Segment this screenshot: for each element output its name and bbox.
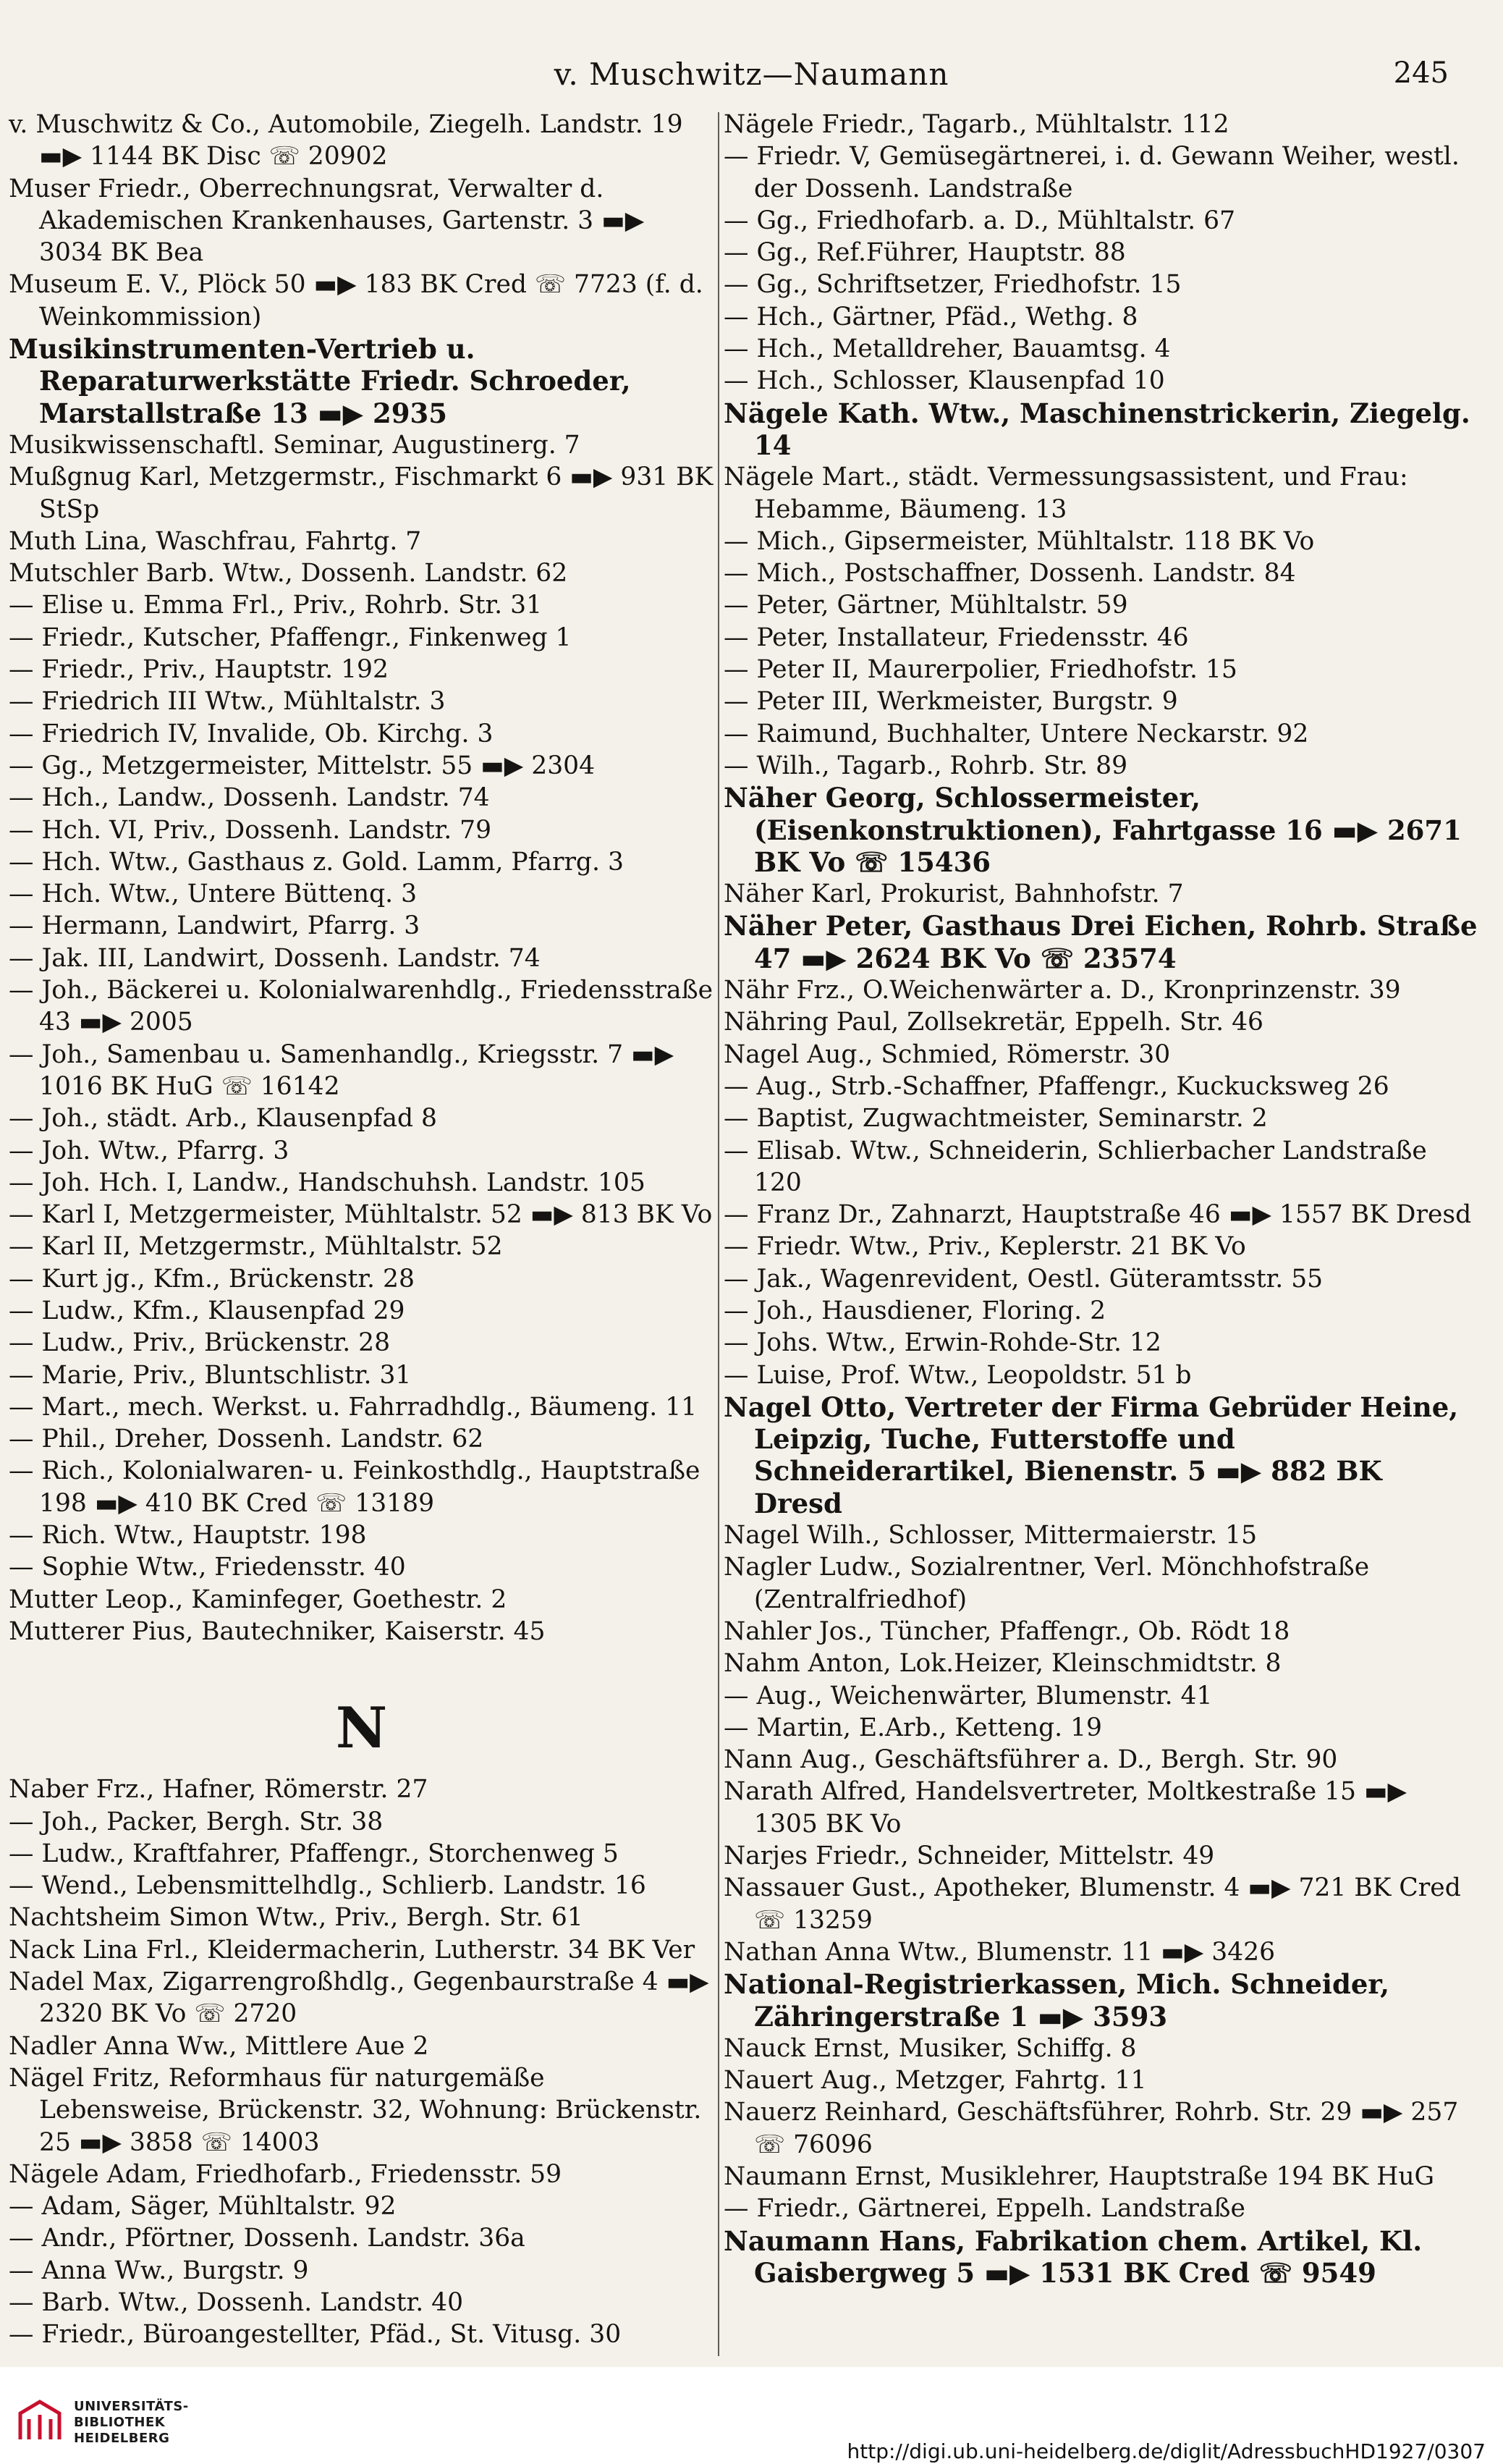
directory-entry: Näher Peter, Gasthaus Drei Eichen, Rohrb. Straße 47 ▬▶ 2624 BK Vo ☏ 23574 [724,910,1478,974]
directory-entry: — Friedr., Gärtnerei, Eppelh. Landstraße [724,2194,1245,2224]
directory-entry: — Phil., Dreher, Dossenh. Landstr. 62 [9,1425,484,1454]
directory-entry: — Gg., Ref.Führer, Hauptstr. 88 [724,238,1126,268]
directory-entry: — Gg., Friedhofarb. a. D., Mühltalstr. 67 [724,206,1236,235]
directory-entry: Nähr Frz., O.Weichenwärter a. D., Kronprinzenstr. 39 [724,976,1401,1005]
column-divider [718,112,719,2356]
logo-line-1: UNIVERSITÄTS- [74,2399,189,2414]
directory-entry: — Hch. Wtw., Untere Büttenq. 3 [9,879,418,909]
directory-entry: Naumann Ernst, Musiklehrer, Hauptstraße 194 BK HuG [724,2162,1435,2191]
directory-entry: — Mich., Gipsermeister, Mühltalstr. 118 BK Vo [724,526,1315,556]
directory-entry: Mutter Leop., Kaminfeger, Goethestr. 2 [9,1585,507,1614]
directory-entry: — Peter III, Werkmeister, Burgstr. 9 [724,687,1178,717]
directory-entry: — Hch., Gärtner, Pfäd., Wethg. 8 [724,302,1138,332]
right-column [724,109,1478,2360]
directory-entry: — Friedr. Wtw., Priv., Keplerstr. 21 BK Vo [724,1232,1246,1262]
directory-entry: Museum E. V., Plöck 50 ▬▶ 183 BK Cred ☏ 7723 (f. d. Weinkommission) [9,270,703,332]
directory-entry: — Baptist, Zugwachtmeister, Seminarstr. 2 [724,1104,1268,1134]
directory-entry: Nauerz Reinhard, Geschäftsführer, Rohrb. Str. 29 ▬▶ 257 ☏ 76096 [724,2098,1459,2159]
directory-entry: — Jak. III, Landwirt, Dossenh. Landstr. 74 [9,943,541,973]
directory-entry: Nahler Jos., Tüncher, Pfaffengr., Ob. Rödt 18 [724,1616,1290,1646]
directory-entry: — Karl II, Metzgermstr., Mühltalstr. 52 [9,1232,503,1262]
directory-entry: — Hch. VI, Priv., Dossenh. Landstr. 79 [9,815,492,845]
directory-entry: Narjes Friedr., Schneider, Mittelstr. 49 [724,1841,1215,1871]
directory-entry: Nagler Ludw., Sozialrentner, Verl. Mönchhofstraße (Zentralfriedhof) [724,1553,1370,1614]
directory-entry: — Rich. Wtw., Hauptstr. 198 [9,1521,367,1550]
source-url-link[interactable]: http://digi.ub.uni-heidelberg.de/diglit/AdressbuchHD1927/0307 [847,2439,1486,2463]
directory-entry: — Barb. Wtw., Dossenh. Landstr. 40 [9,2288,464,2317]
directory-entry: — Mart., mech. Werkst. u. Fahrradhdlg., Bäumeng. 11 [9,1392,698,1422]
directory-entry: — Hch., Landw., Dossenh. Landstr. 74 [9,783,490,813]
library-logo[interactable] [14,2396,232,2447]
directory-entry: — Joh., Bäckerei u. Kolonialwarenhdlg., Friedensstraße 43 ▬▶ 2005 [9,976,714,1037]
directory-entry: Nann Aug., Geschäftsführer a. D., Bergh. Str. 90 [724,1745,1338,1775]
directory-entry: Muth Lina, Waschfrau, Fahrtg. 7 [9,526,422,556]
directory-entry: Naber Frz., Hafner, Römerstr. 27 [9,1775,428,1805]
directory-entry: Nathan Anna Wtw., Blumenstr. 11 ▬▶ 3426 [724,1937,1276,1967]
directory-entry: Mußgnug Karl, Metzgermstr., Fischmarkt 6 ▬▶ 931 BK StSp [9,463,714,524]
directory-entry: — Wend., Lebensmittelhdlg., Schlierb. Landstr. 16 [9,1871,646,1901]
directory-entry: — Friedr., Büroangestellter, Pfäd., St. Vitusg. 30 [9,2320,622,2350]
directory-entry: — Jak., Wagenrevident, Oestl. Güteramtsstr. 55 [724,1264,1324,1294]
directory-entry: — Peter, Installateur, Friedensstr. 46 [724,623,1189,652]
directory-entry: — Joh. Wtw., Pfarrg. 3 [9,1136,289,1165]
page-number: 245 [1393,56,1449,90]
directory-entry: Nagel Otto, Vertreter der Firma Gebrüder Heine, Leipzig, Tuche, Futterstoffe und Schneiderartikel, Bienenstr. 5 ▬▶ 882 BK Dresd [724,1391,1459,1519]
directory-entry: Nägele Adam, Friedhofarb., Friedensstr. 59 [9,2159,562,2189]
directory-entry: — Andr., Pförtner, Dossenh. Landstr. 36a [9,2224,525,2253]
logo-line-2: BIBLIOTHEK [74,2415,166,2430]
directory-entry: — Mich., Postschaffner, Dossenh. Landstr. 84 [724,559,1296,588]
directory-entry: — Wilh., Tagarb., Rohrb. Str. 89 [724,751,1128,780]
left-column [9,109,714,2360]
directory-entry: Nack Lina Frl., Kleidermacherin, Lutherstr. 34 BK Ver [9,1935,695,1965]
directory-entry: Musikwissenschaftl. Seminar, Augustinerg. 7 [9,430,580,460]
directory-entry: Nägel Fritz, Reformhaus für naturgemäße Lebensweise, Brückenstr. 32, Wohnung: Brückenstr. 25 ▬▶ 3858 ☏ 14003 [9,2063,702,2157]
directory-entry: Näher Karl, Prokurist, Bahnhofstr. 7 [724,879,1184,909]
directory-entry: Nägele Friedr., Tagarb., Mühltalstr. 112 [724,110,1229,139]
directory-entry: — Karl I, Metzgermeister, Mühltalstr. 52 ▬▶ 813 BK Vo [9,1200,713,1230]
directory-entry: — Elise u. Emma Frl., Priv., Rohrb. Str. 31 [9,591,543,620]
directory-entry: — Marie, Priv., Bluntschlistr. 31 [9,1360,412,1390]
directory-entry: — Joh. Hch. I, Landw., Handschuhsh. Landstr. 105 [9,1168,645,1197]
directory-entry: — Peter, Gärtner, Mühltalstr. 59 [724,591,1128,620]
directory-entry: — Anna Ww., Burgstr. 9 [9,2256,309,2285]
directory-entry: National-Registrierkassen, Mich. Schneider, Zähringerstraße 1 ▬▶ 3593 [724,1968,1390,2033]
directory-entry: — Ludw., Kfm., Klausenpfad 29 [9,1296,405,1325]
directory-entry: — Joh., Samenbau u. Samenhandlg., Kriegsstr. 7 ▬▶ 1016 BK HuG ☏ 16142 [9,1039,674,1101]
directory-entry: — Friedr., Kutscher, Pfaffengr., Finkenweg 1 [9,623,572,652]
directory-entry: Musikinstrumenten-Vertrieb u. Reparaturwerkstätte Friedr. Schroeder, Marstallstraße 13 ▬▶ 2935 [9,333,631,429]
directory-entry: Mutschler Barb. Wtw., Dossenh. Landstr. 62 [9,559,568,588]
directory-entry: Nahm Anton, Lok.Heizer, Kleinschmidtstr. 8 [724,1649,1282,1679]
directory-entry: Nägele Mart., städt. Vermessungsassistent, und Frau: Hebamme, Bäumeng. 13 [724,463,1408,524]
directory-entry: — Rich., Kolonialwaren- u. Feinkosthdlg., Hauptstraße 198 ▬▶ 410 BK Cred ☏ 13189 [9,1456,700,1518]
directory-entry: Muser Friedr., Oberrechnungsrat, Verwalter d. Akademischen Krankenhauses, Gartenstr. 3 ▬▶ 3034 BK Bea [9,174,645,268]
section-letter: N [335,1695,388,1762]
directory-entry: — Gg., Metzgermeister, Mittelstr. 55 ▬▶ 2304 [9,751,596,780]
footer-bar [0,2367,1503,2464]
directory-entry: — Ludw., Kraftfahrer, Pfaffengr., Storchenweg 5 [9,1839,619,1868]
directory-entry: — Joh., Hausdiener, Floring. 2 [724,1296,1106,1325]
directory-entry: — Elisab. Wtw., Schneiderin, Schlierbacher Landstraße 120 [724,1136,1427,1197]
directory-entry: — Adam, Säger, Mühltalstr. 92 [9,2192,397,2222]
directory-entry: — Martin, E.Arb., Ketteng. 19 [724,1713,1102,1742]
directory-entry: — Aug., Strb.-Schaffner, Pfaffengr., Kuckucksweg 26 [724,1071,1389,1101]
directory-entry: — Hch. Wtw., Gasthaus z. Gold. Lamm, Pfarrg. 3 [9,847,624,877]
library-logo-icon [14,2399,65,2444]
directory-entry: — Friedr., Priv., Hauptstr. 192 [9,655,389,685]
directory-entry: Nadel Max, Zigarrengroßhdlg., Gegenbaurstraße 4 ▬▶ 2320 BK Vo ☏ 2720 [9,1967,709,2029]
directory-entry: — Gg., Schriftsetzer, Friedhofstr. 15 [724,270,1182,300]
directory-entry: Näher Georg, Schlossermeister, (Eisenkonstruktionen), Fahrtgasse 16 ▬▶ 2671 BK Vo ☏ 15436 [724,782,1462,878]
directory-entry: Narath Alfred, Handelsvertreter, Moltkestraße 15 ▬▶ 1305 BK Vo [724,1777,1407,1839]
directory-entry: Nauck Ernst, Musiker, Schiffg. 8 [724,2033,1137,2063]
directory-entry: v. Muschwitz & Co., Automobile, Ziegelh. Landstr. 19 ▬▶ 1144 BK Disc ☏ 20902 [9,110,683,172]
directory-entry: — Hch., Schlosser, Klausenpfad 10 [724,366,1165,396]
running-title: v. Muschwitz—Naumann [554,56,949,92]
directory-entry: — Hch., Metalldreher, Bauamtsg. 4 [724,334,1171,364]
directory-entry: — Friedrich III Wtw., Mühltalstr. 3 [9,687,446,717]
directory-entry: — Raimund, Buchhalter, Untere Neckarstr. 92 [724,719,1309,748]
directory-entry: Nauert Aug., Metzger, Fahrtg. 11 [724,2066,1147,2096]
directory-entry: — Aug., Weichenwärter, Blumenstr. 41 [724,1681,1213,1710]
left-entries-n [9,1773,714,2350]
directory-entry: Nagel Wilh., Schlosser, Mittermaierstr. 15 [724,1521,1258,1550]
page-header [29,43,1474,94]
right-entries [724,109,1478,2289]
left-entries-a [9,109,714,1647]
directory-entry: Nagel Aug., Schmied, Römerstr. 30 [724,1039,1171,1069]
directory-entry: — Friedrich IV, Invalide, Ob. Kirchg. 3 [9,719,494,748]
directory-entry: — Ludw., Priv., Brückenstr. 28 [9,1328,391,1358]
directory-entry: Nägele Kath. Wtw., Maschinenstrickerin, Ziegelg. 14 [724,397,1470,461]
directory-entry: Nadler Anna Ww., Mittlere Aue 2 [9,2031,429,2061]
logo-line-3: HEIDELBERG [74,2431,170,2446]
directory-entry: — Kurt jg., Kfm., Brückenstr. 28 [9,1264,415,1294]
directory-entry: — Peter II, Maurerpolier, Friedhofstr. 15 [724,655,1237,685]
directory-entry: — Joh., städt. Arb., Klausenpfad 8 [9,1104,437,1134]
directory-entry: Nachtsheim Simon Wtw., Priv., Bergh. Str. 61 [9,1903,583,1933]
directory-entry: — Hermann, Landwirt, Pfarrg. 3 [9,911,420,941]
directory-entry: — Friedr. V, Gemüsegärtnerei, i. d. Gewann Weiher, westl. der Dossenh. Landstraße [724,142,1460,203]
directory-entry: — Luise, Prof. Wtw., Leopoldstr. 51 b [724,1360,1192,1390]
directory-entry: — Johs. Wtw., Erwin-Rohde-Str. 12 [724,1328,1161,1358]
directory-entry: — Joh., Packer, Bergh. Str. 38 [9,1807,384,1836]
directory-entry: Naumann Hans, Fabrikation chem. Artikel, Kl. Gaisbergweg 5 ▬▶ 1531 BK Cred ☏ 9549 [724,2224,1423,2289]
directory-entry: Nähring Paul, Zollsekretär, Eppelh. Str. 46 [724,1008,1263,1037]
directory-entry: Nassauer Gust., Apotheker, Blumenstr. 4 ▬▶ 721 BK Cred ☏ 13259 [724,1873,1461,1935]
directory-entry: — Sophie Wtw., Friedensstr. 40 [9,1553,406,1582]
directory-entry: Mutterer Pius, Bautechniker, Kaiserstr. 45 [9,1616,546,1646]
directory-entry: — Franz Dr., Zahnarzt, Hauptstraße 46 ▬▶ 1557 BK Dresd [724,1200,1472,1230]
